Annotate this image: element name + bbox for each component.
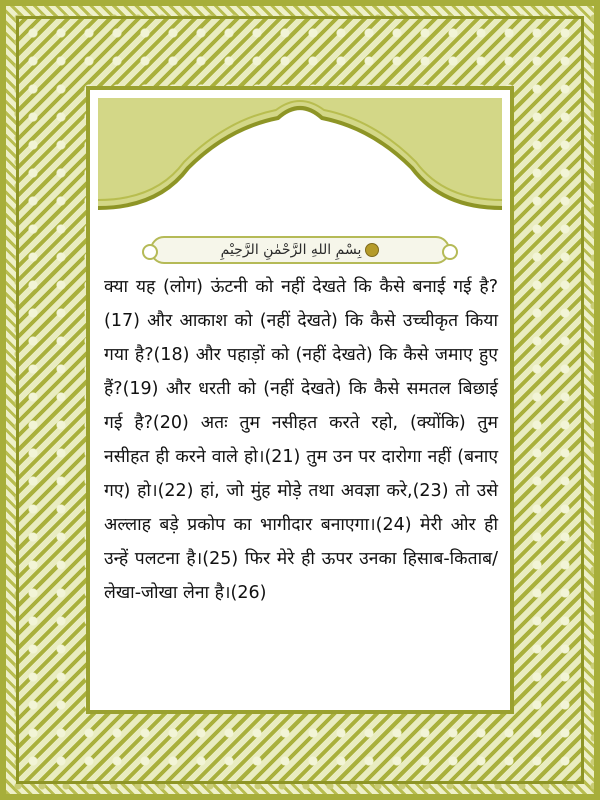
banner-right-ornament-icon	[442, 244, 458, 260]
verse-marker-icon	[365, 243, 379, 257]
bismillah-text: بِسْمِ اللهِ الرَّحْمٰنِ الرَّحِيْمِ	[220, 242, 362, 258]
banner-left-ornament-icon	[142, 244, 158, 260]
arch-top-icon	[98, 98, 502, 248]
bismillah-banner	[150, 236, 450, 264]
verse-translation-text: क्या यह (लोग) ऊंटनी को नहीं देखते कि कैसे बनाई गई है?(17) और आकाश को (नहीं देखते) कि कैसे उच्चीकृत किया गया है?(18) और पहाड़ों को (नहीं देखते) कि कैसे जमाए हुए हैं?(19) और धरती को (नहीं देखते) कि कैसे समतल बिछाई गई है?(20) अतः तुम नसीहत करते रहो, (क्योंकि) तुम नसीहत ही करने वाले हो।(21) तुम उन पर दारोगा नहीं (बनाए गए) हो।(22) हां, जो मुंह मोड़े तथा अवज्ञा करे,(23) तो उसे अल्लाह बड़े प्रकोप का भागीदार बनाएगा।(24) मेरी ओर ही उन्हें पलटना है।(25) फिर मेरे ही ऊपर उनका हिसाब-किताब/लेखा-जोखा लेना है।(26)	[104, 277, 498, 603]
